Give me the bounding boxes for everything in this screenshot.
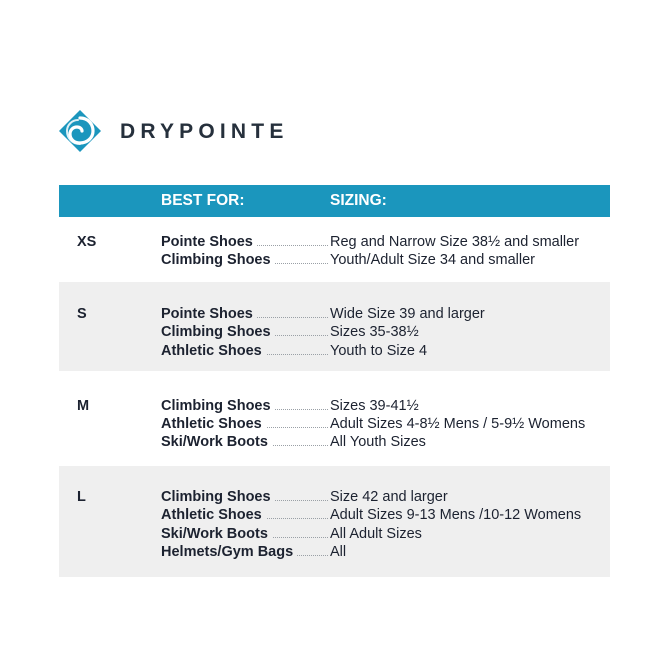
table-row	[161, 342, 601, 360]
size-section-xs	[59, 217, 610, 282]
table-row	[161, 488, 601, 506]
sizing-value: Adult Sizes 9-13 Mens /10-12 Womens	[330, 507, 582, 523]
table-row	[161, 251, 601, 269]
table-row	[161, 233, 601, 251]
item-label: Climbing Shoes	[161, 323, 275, 341]
table-row	[161, 525, 601, 543]
size-section-m	[59, 371, 610, 466]
sizing-value: All	[330, 544, 347, 560]
size-section-l	[59, 466, 610, 577]
sizing-value: Size 42 and larger	[330, 489, 448, 505]
item-label: Athletic Shoes	[161, 415, 266, 433]
table-row	[161, 305, 601, 323]
sizing-value: All Adult Sizes	[330, 526, 422, 542]
table-row	[161, 433, 601, 451]
table-row	[161, 543, 601, 561]
sizing-value: Youth to Size 4	[330, 343, 428, 359]
item-label: Climbing Shoes	[161, 251, 275, 269]
diamond-swirl-logo-icon	[58, 109, 102, 153]
size-section-s	[59, 282, 610, 371]
size-label: M	[77, 398, 90, 414]
item-label: Pointe Shoes	[161, 305, 257, 323]
brand-logo	[58, 108, 289, 154]
header-sizing: SIZING:	[330, 192, 387, 209]
table-row	[161, 506, 601, 524]
size-label: S	[77, 306, 87, 322]
item-label: Climbing Shoes	[161, 488, 275, 506]
sizing-value: Adult Sizes 4-8½ Mens / 5-9½ Womens	[330, 416, 586, 432]
item-label: Ski/Work Boots	[161, 525, 272, 543]
item-label: Helmets/Gym Bags	[161, 543, 297, 561]
size-label: XS	[77, 234, 97, 250]
item-label: Athletic Shoes	[161, 342, 266, 360]
brand-name: DRYPOINTE	[120, 119, 289, 143]
sizing-value: Wide Size 39 and larger	[330, 306, 485, 322]
header-best-for: BEST FOR:	[161, 192, 245, 209]
sizing-value: Youth/Adult Size 34 and smaller	[330, 252, 536, 268]
item-label: Climbing Shoes	[161, 397, 275, 415]
sizing-value: Sizes 39-41½	[330, 398, 419, 414]
item-label: Pointe Shoes	[161, 233, 257, 251]
sizing-value: Reg and Narrow Size 38½ and smaller	[330, 234, 580, 250]
item-label: Athletic Shoes	[161, 506, 266, 524]
table-row	[161, 397, 601, 415]
item-label: Ski/Work Boots	[161, 433, 272, 451]
sizing-value: All Youth Sizes	[330, 434, 426, 450]
table-row	[161, 415, 601, 433]
size-label: L	[77, 489, 86, 505]
table-header	[59, 185, 610, 217]
table-row	[161, 323, 601, 341]
sizing-value: Sizes 35-38½	[330, 324, 419, 340]
